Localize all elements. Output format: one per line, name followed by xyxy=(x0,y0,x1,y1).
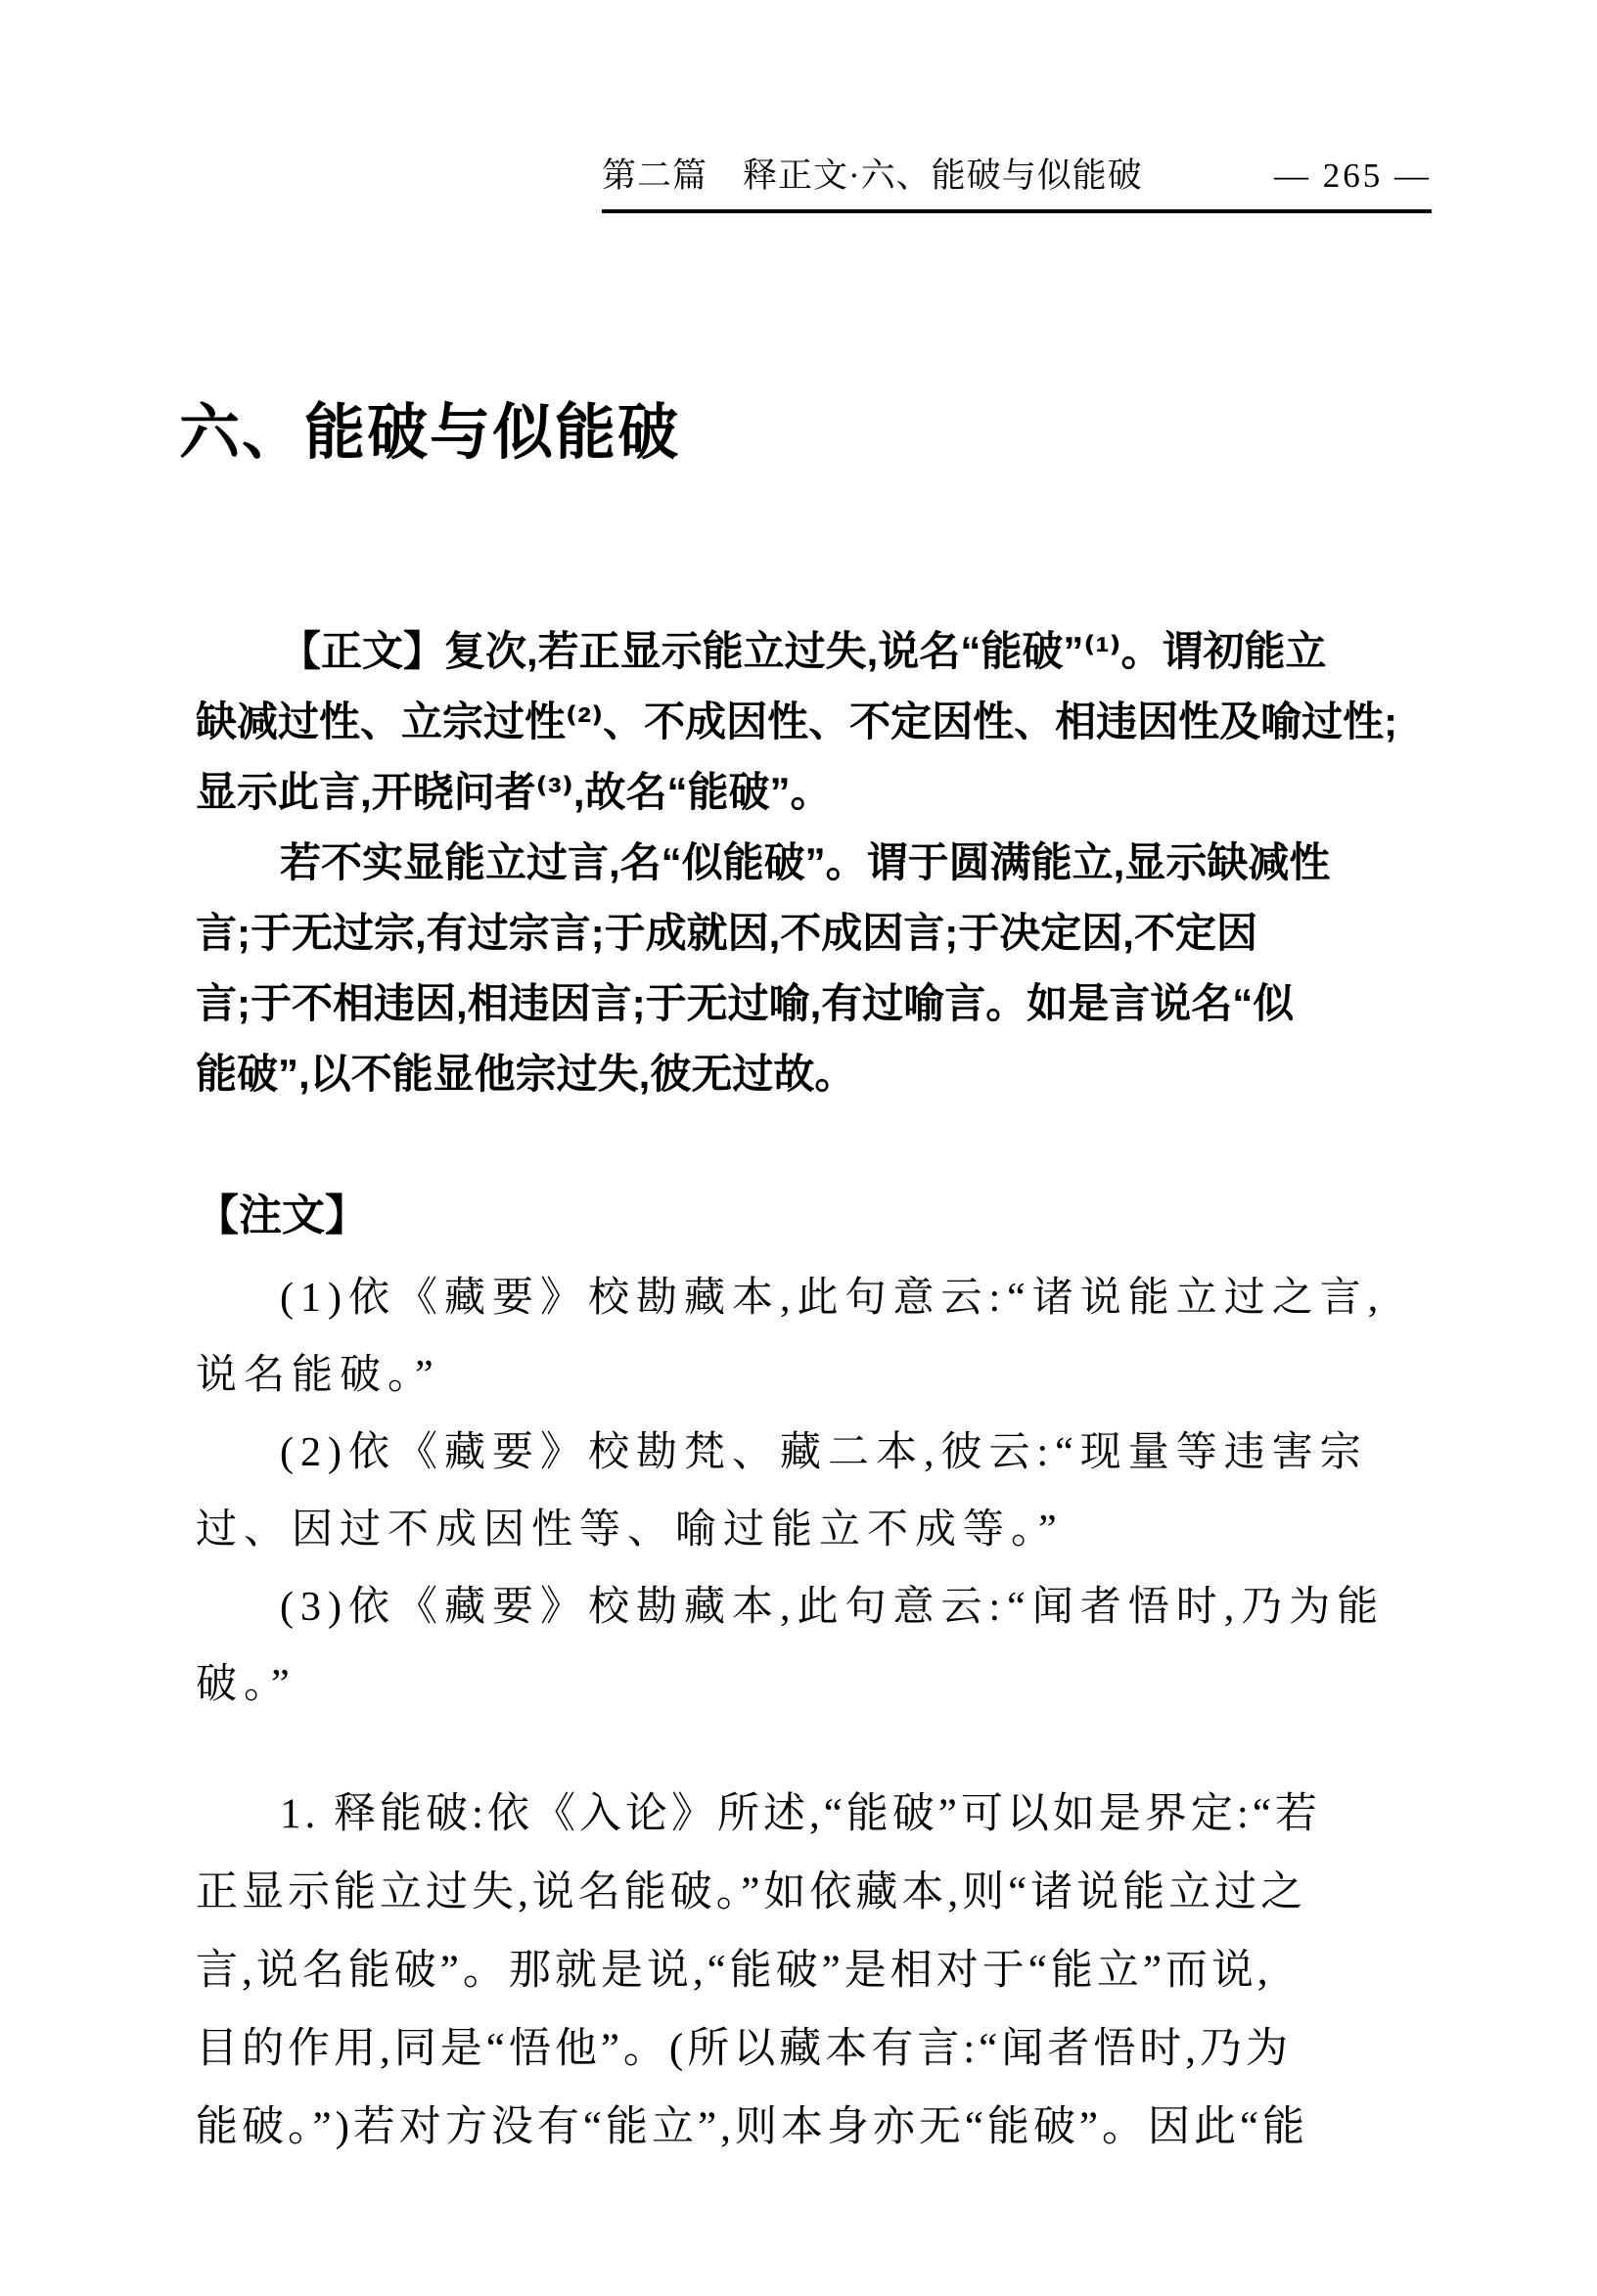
running-header xyxy=(602,149,1432,213)
note-line: (2)依《藏要》校勘梵、藏二本,彼云:“现量等违害宗 xyxy=(280,1430,1368,1475)
analysis-section xyxy=(196,1776,1419,2167)
notes-section xyxy=(196,1172,1414,1724)
analysis-line: 正显示能立过失,说名能破。”如依藏本,则“诸说能立过之 xyxy=(196,1869,1307,1915)
analysis-line: 目的作用,同是“悟他”。(所以藏本有言:“闻者悟时,乃为 xyxy=(196,2026,1293,2072)
main-text-line: 言;于不相违因,相违因言;于无过喻,有过喻言。如是言说名“似 xyxy=(196,980,1295,1026)
note-line: 破。” xyxy=(196,1662,297,1707)
note-line: (3)依《藏要》校勘藏本,此句意云:“闻者悟时,乃为能 xyxy=(280,1585,1386,1630)
note-line: 说名能破。” xyxy=(196,1353,440,1398)
note-line: 过、因过不成因性等、喻过能立不成等。” xyxy=(196,1508,1064,1553)
note-line: (1)依《藏要》校勘藏本,此句意云:“诸说能立过之言, xyxy=(280,1276,1386,1321)
analysis-line: 1. 释能破:依《入论》所述,“能破”可以如是界定:“若 xyxy=(280,1791,1321,1837)
main-text-section xyxy=(196,616,1414,1109)
notes-label: 【注文】 xyxy=(196,1192,368,1239)
analysis-line: 能破。”)若对方没有“能立”,则本身亦无“能破”。因此“能 xyxy=(196,2104,1309,2150)
page-number: — 265 — xyxy=(1274,157,1432,195)
main-text-line: 缺减过性、立宗过性⁽²⁾、不成因性、不定因性、相违因性及喻过性; xyxy=(196,698,1398,744)
main-text-line: 能破”,以不能显他宗过失,彼无过故。 xyxy=(196,1051,856,1097)
analysis-line: 言,说名能破”。那就是说,“能破”是相对于“能立”而说, xyxy=(196,1948,1272,1994)
chapter-title: 六、能破与似能破 xyxy=(179,400,681,467)
main-text-line: 言;于无过宗,有过宗言;于成就因,不成因言;于决定因,不定因 xyxy=(196,910,1257,956)
running-header-section-title: 第二篇 释正文·六、能破与似能破 xyxy=(602,157,1143,195)
main-text-line: 显示此言,开晓问者⁽³⁾,故名“能破”。 xyxy=(196,769,832,815)
main-text-line: 若不实显能立过言,名“似能破”。谓于圆满能立,显示缺减性 xyxy=(280,839,1331,885)
main-text-line: 【正文】复次,若正显示能立过失,说名“能破”⁽¹⁾。谓初能立 xyxy=(280,628,1327,674)
